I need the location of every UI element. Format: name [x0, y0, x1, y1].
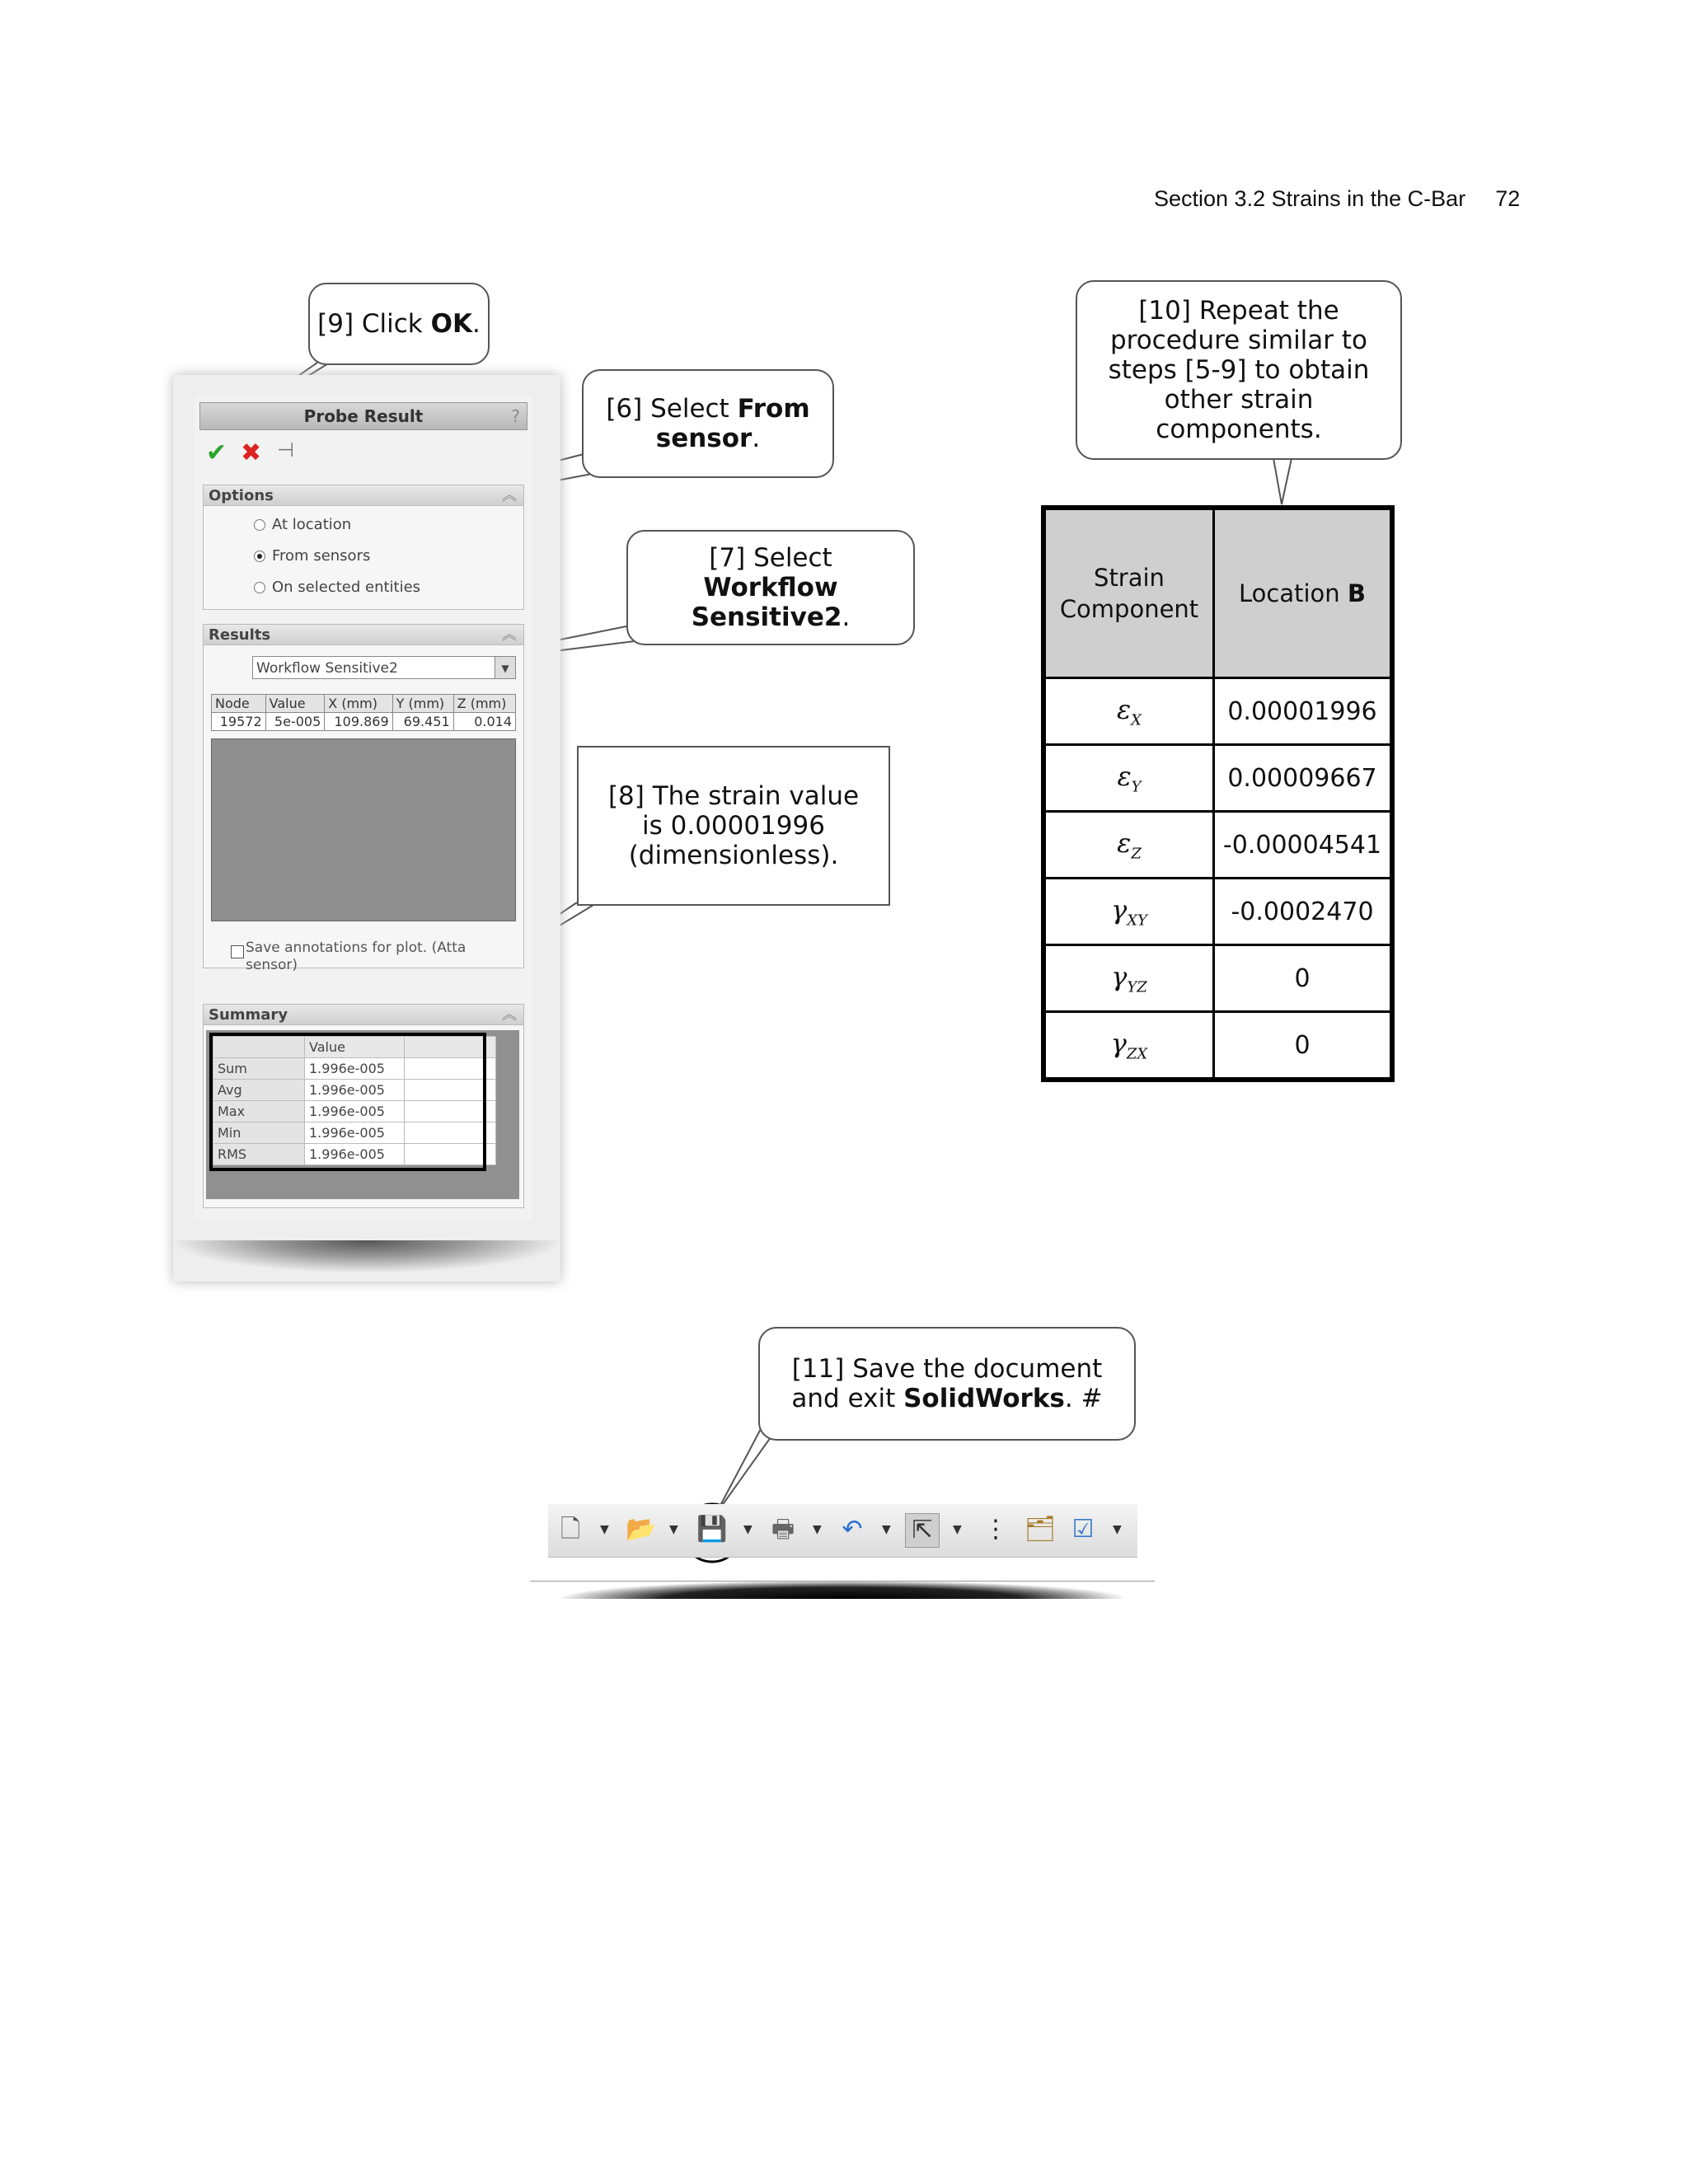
summary-section-header[interactable]: Summary ︽: [203, 1004, 524, 1025]
collapse-icon: ︽: [502, 626, 517, 644]
save-annotations-checkbox[interactable]: Save annotations for plot. (Atta sensor): [246, 940, 466, 974]
save-icon[interactable]: 💾: [696, 1515, 728, 1544]
table-row: $\gamma_{XY}$ -0.0002470: [1043, 879, 1392, 945]
traffic-light-icon[interactable]: ⋮: [983, 1515, 1008, 1544]
callout-step-9: [9] Click OK.: [308, 283, 490, 365]
chevron-down-icon: ▼: [495, 657, 515, 678]
chevron-down-icon[interactable]: ▼: [1113, 1523, 1122, 1536]
strain-table: [1041, 505, 1395, 1082]
callout-step-7: [7] Select Workflow Sensitive2.: [626, 530, 915, 645]
col-node[interactable]: Node: [212, 695, 266, 713]
checklist-icon[interactable]: ☑: [1071, 1515, 1095, 1544]
collapse-icon: ︽: [502, 487, 517, 504]
select-arrow-icon[interactable]: ⇱: [905, 1513, 940, 1548]
undo-icon[interactable]: ↶: [842, 1515, 863, 1544]
callout-step-10: [10] Repeat the procedure similar to steps [5-9] to obtain other strain components.: [1076, 280, 1402, 460]
section-title: Section 3.2 Strains in the C-Bar: [1154, 186, 1466, 211]
table-row: Max 1.996e-005: [213, 1101, 496, 1122]
table-row: Avg 1.996e-005: [213, 1080, 496, 1101]
options-section-header[interactable]: Options ︽: [203, 485, 524, 506]
table-row: $\gamma_{ZX}$ 0: [1043, 1012, 1392, 1080]
table-row: $\varepsilon_X$ 0.00001996: [1043, 678, 1392, 745]
table-row[interactable]: 19572 5e-005 109.869 69.451 0.014: [212, 713, 516, 731]
table-row: $\varepsilon_Z$ -0.00004541: [1043, 812, 1392, 879]
chevron-down-icon[interactable]: ▼: [600, 1523, 609, 1536]
chevron-down-icon[interactable]: ▼: [743, 1523, 753, 1536]
ok-check-icon[interactable]: ✔: [206, 438, 227, 467]
callout-step-6: [6] Select From sensor.: [582, 369, 834, 478]
collapse-icon: ︽: [502, 1006, 517, 1024]
cancel-x-icon[interactable]: ✖: [241, 438, 262, 467]
chevron-down-icon[interactable]: ▼: [669, 1523, 678, 1536]
pushpin-icon[interactable]: ⊣: [277, 438, 294, 462]
radio-on-selected-entities[interactable]: On selected entities: [254, 579, 420, 596]
open-folder-icon[interactable]: 📂: [626, 1515, 657, 1544]
table-row: $\varepsilon_Y$ 0.00009667: [1043, 745, 1392, 812]
probe-result-panel: [195, 396, 532, 1220]
summary-table: Value Sum 1.996e-005 Avg 1.996e-005 Max 1.996e-005 Min 1.996e-005 RMS 1.996e-005: [213, 1036, 496, 1165]
col-strain-component: Strain Component: [1043, 508, 1214, 678]
options-icon[interactable]: 🗂: [1024, 1515, 1057, 1544]
table-row: Sum 1.996e-005: [213, 1058, 496, 1080]
sensor-dropdown[interactable]: Workflow Sensitive2 ▼: [252, 656, 516, 679]
radio-at-location[interactable]: At location: [254, 516, 351, 533]
print-icon[interactable]: 🖶: [771, 1515, 795, 1544]
chevron-down-icon[interactable]: ▼: [813, 1523, 822, 1536]
new-document-icon[interactable]: 🗋: [560, 1515, 581, 1544]
col-y[interactable]: Y (mm): [392, 695, 453, 713]
callout-step-8: [8] The strain value is 0.00001996 (dimensionless).: [577, 746, 890, 906]
panel-title-bar: [199, 402, 528, 430]
toolbar-rule: [530, 1581, 1155, 1582]
table-row: RMS 1.996e-005: [213, 1144, 496, 1165]
chevron-down-icon[interactable]: ▼: [953, 1523, 962, 1536]
results-list-area: [211, 738, 516, 921]
col-value[interactable]: Value: [265, 695, 325, 713]
summary-highlight-frame: [209, 1033, 486, 1171]
chevron-down-icon[interactable]: ▼: [882, 1523, 891, 1536]
panel-shadow: [169, 1240, 565, 1273]
probe-results-table: [211, 694, 516, 731]
toolbar-shadow: [562, 1581, 1123, 1599]
col-location-b: Location B: [1214, 508, 1393, 678]
col-x[interactable]: X (mm): [325, 695, 392, 713]
radio-from-sensors[interactable]: From sensors: [254, 547, 370, 565]
col-z[interactable]: Z (mm): [453, 695, 515, 713]
table-row: Min 1.996e-005: [213, 1122, 496, 1144]
panel-title: Probe Result: [303, 406, 424, 426]
callout-step-11: [11] Save the document and exit SolidWorks. #: [758, 1327, 1136, 1441]
table-row: $\gamma_{YZ}$ 0: [1043, 945, 1392, 1012]
help-icon[interactable]: ?: [511, 406, 520, 426]
page-number: 72: [1495, 186, 1521, 211]
results-section-header[interactable]: Results ︽: [203, 624, 524, 645]
